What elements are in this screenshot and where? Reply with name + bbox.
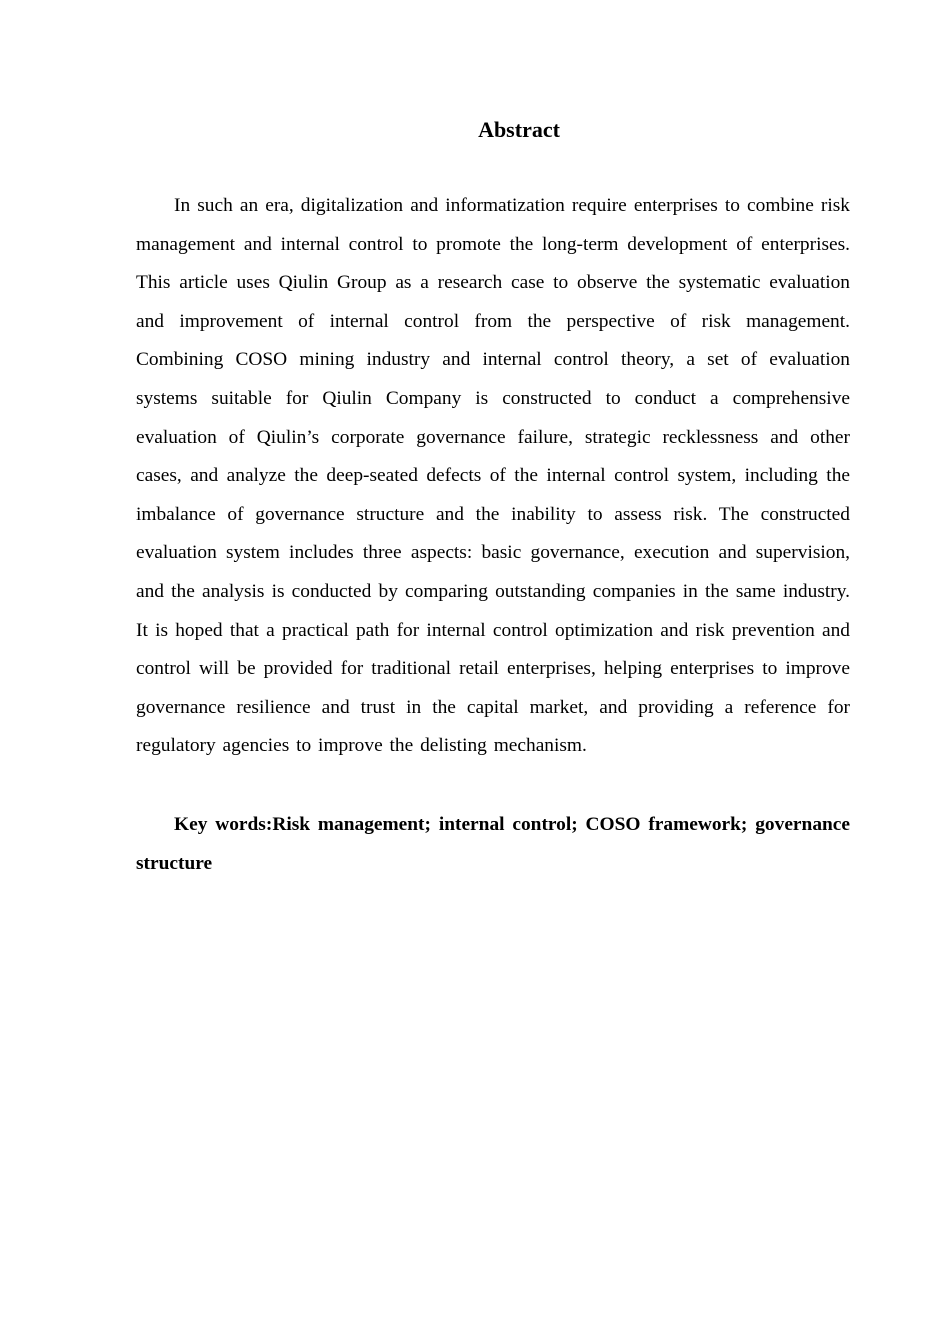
- abstract-content: [136, 187, 850, 883]
- keywords-line: [136, 806, 850, 883]
- keywords-label: Key words:: [174, 813, 273, 835]
- abstract-title: Abstract: [478, 117, 560, 142]
- abstract-body: In such an era, digitalization and informatization require enterprises to combine risk management and internal control to promote the long-term development of enterprises. This article uses Qiulin Group as a research case to observe the systematic evaluation and improvement of internal control from the perspective of risk management. Combining COSO mining industry and internal control theory, a set of evaluation systems suitable for Qiulin Company is constructed to conduct a comprehensive evaluation of Qiulin’s corporate governance failure, strategic recklessness and other cases, and analyze the deep-seated defects of the internal control system, including the imbalance of governance structure and the inability to assess risk. The constructed evaluation system includes three aspects: basic governance, execution and supervision, and the analysis is conducted by comparing outstanding companies in the same industry. It is hoped that a practical path for internal control optimization and risk prevention and control will be provided for traditional retail enterprises, helping enterprises to improve governance resilience and trust in the capital market, and providing a reference for regulatory agencies to improve the delisting mechanism.: [136, 195, 850, 757]
- keywords-text: Risk management; internal control; COSO framework; governance structure: [136, 813, 851, 874]
